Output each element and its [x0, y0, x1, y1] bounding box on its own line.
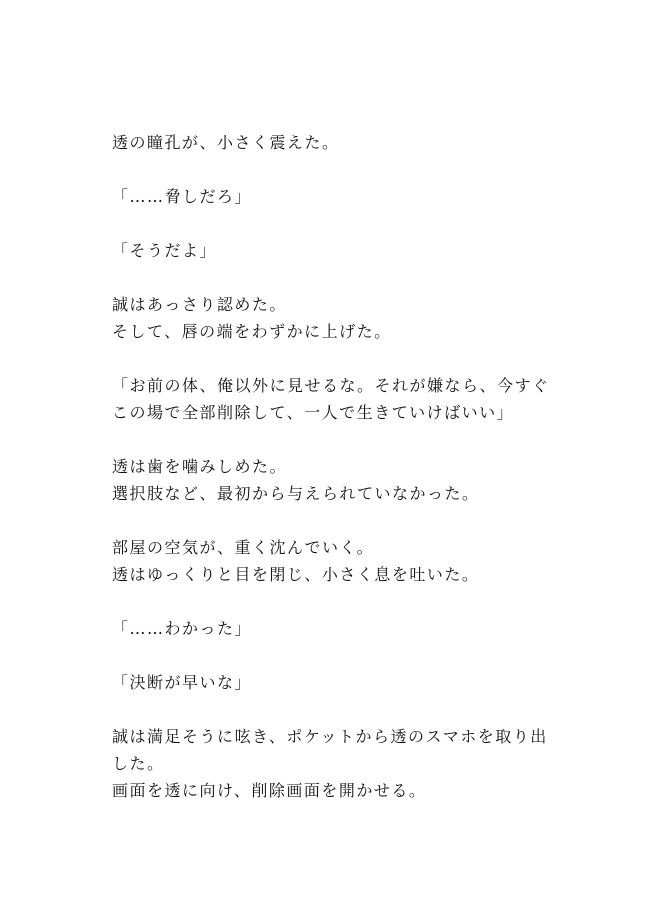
paragraph-5: 「お前の体、俺以外に見せるな。それが嫌なら、今すぐ この場で全部削除して、一人で生きていけばいい」: [112, 376, 550, 422]
paragraph-3: 「そうだよ」: [112, 241, 218, 260]
paragraph-8: 「……わかった」: [112, 619, 253, 638]
paragraph-6: 透は歯を噛みしめた。 選択肢など、最初から与えられていなかった。: [112, 457, 480, 503]
paragraph-10: 誠は満足そうに呟き、ポケットから透のスマホを取り出 した。 画面を透に向け、削除画面を開かせる。: [112, 727, 548, 800]
paragraph-7: 部屋の空気が、重く沈んでいく。 透はゆっくりと目を閉じ、小さく息を吐いた。: [112, 538, 480, 584]
novel-text-body: [112, 129, 552, 804]
paragraph-1: 透の瞳孔が、小さく震えた。: [112, 133, 340, 152]
paragraph-2: 「……脅しだろ」: [112, 187, 253, 206]
paragraph-4: 誠はあっさり認めた。 そして、唇の端をわずかに上げた。: [112, 295, 392, 341]
paragraph-9: 「決断が早いな」: [112, 673, 253, 692]
